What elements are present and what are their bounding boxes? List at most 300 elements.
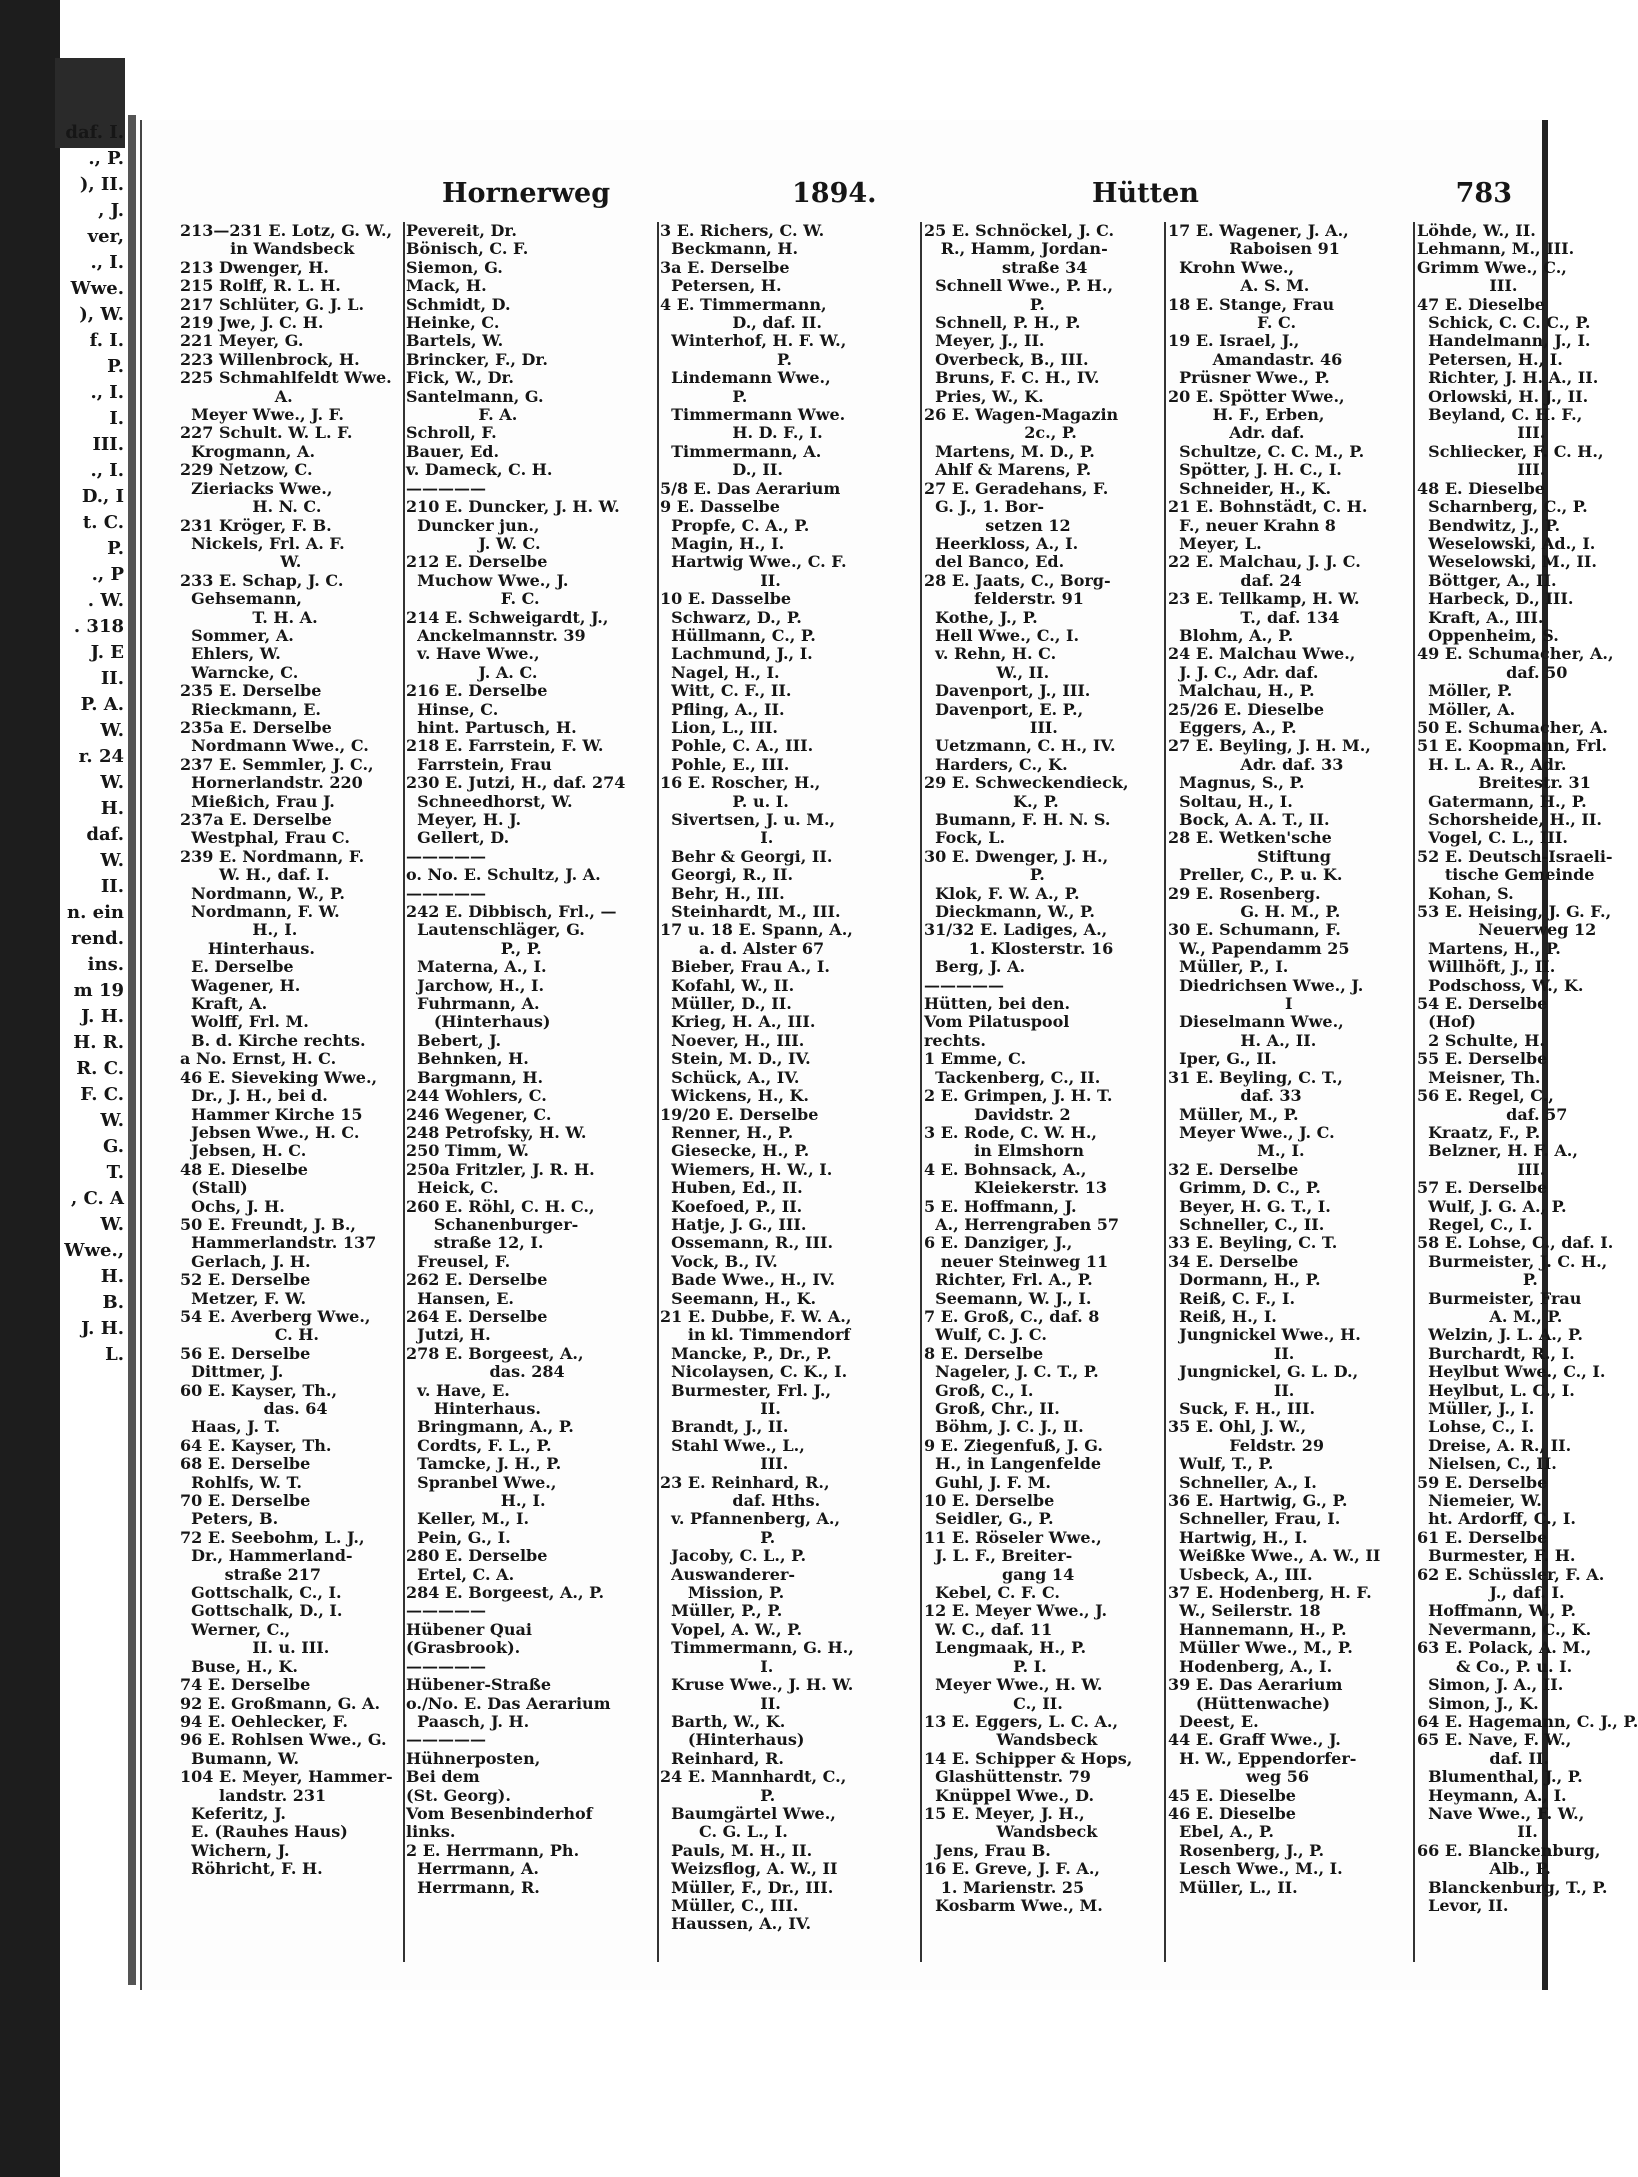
facing-page-text: , C. A — [70, 1188, 124, 1209]
entry-line: Wandsbeck — [924, 1822, 1098, 1842]
entry-line: T., daf. 134 — [1168, 607, 1340, 627]
entry-line: H. L. A. R., Adr. — [1417, 754, 1567, 774]
entry-line: Harbeck, D., III. — [1417, 589, 1574, 609]
entry-line: W. — [180, 552, 302, 572]
entry-line: Ochs, J. H. — [180, 1196, 285, 1216]
facing-page-text: II. — [100, 668, 124, 689]
entry-line: 17 u. 18 E. Spann, A., — [660, 920, 853, 940]
entry-line: H. N. C. — [180, 497, 322, 517]
entry-line: R., Hamm, Jordan- — [924, 239, 1108, 259]
entry-line: 3 E. Richers, C. W. — [660, 221, 825, 240]
entry-line: Fuhrmann, A. — [406, 994, 540, 1014]
entry-line: (Stall) — [180, 1178, 248, 1198]
facing-page-text: F. C. — [80, 1084, 124, 1105]
entry-line: Heylbut, L. C., I. — [1417, 1380, 1575, 1400]
facing-page-text: r. 24 — [78, 746, 124, 767]
entry-line: Heymann, A., I. — [1417, 1785, 1567, 1805]
entry-line: Burmeister, Frau — [1417, 1288, 1582, 1308]
entry-line: Kruse Wwe., J. H. W. — [660, 1675, 854, 1695]
facing-page-text: W. — [100, 772, 124, 793]
entry-line: Mack, H. — [406, 276, 487, 296]
entry-line: 29 E. Schweckendieck, — [924, 773, 1129, 793]
entry-line: Timmermann Wwe. — [660, 405, 846, 425]
entry-line: Wickens, H., K. — [660, 1086, 809, 1106]
entry-line: Nave Wwe., F. W., — [1417, 1803, 1585, 1823]
entry-line: 28 E. Wetken'sche — [1168, 828, 1332, 848]
entry-line: 18 E. Stange, Frau — [1168, 294, 1335, 314]
book-spine — [128, 115, 136, 1985]
facing-page-text: rend. — [71, 928, 124, 949]
entry-line: (Hof) — [1417, 1012, 1476, 1032]
entry-line: Müller, L., II. — [1168, 1877, 1298, 1897]
entry-line: Weselowski, M., II. — [1417, 552, 1597, 572]
entry-line: Freusel, F. — [406, 1251, 511, 1271]
entry-line: Soltau, H., I. — [1168, 791, 1293, 811]
entry-line: 20 E. Spötter Wwe., — [1168, 386, 1345, 406]
entry-line: 230 E. Jutzi, H., daf. 274 — [406, 773, 626, 793]
entry-line: 260 E. Röhl, C. H. C., — [406, 1196, 595, 1216]
entry-line: E. Derselbe — [180, 957, 294, 977]
entry-line: Hübener Quai — [406, 1619, 532, 1639]
entry-line: 215 Rolff, R. L. H. — [180, 276, 341, 296]
entry-line: weg 56 — [1168, 1767, 1309, 1787]
entry-line: 21 E. Dubbe, F. W. A., — [660, 1306, 852, 1326]
entry-line: Zieriacks Wwe., — [180, 478, 333, 498]
entry-line: P. — [660, 1527, 776, 1547]
entry-line: Müller, D., II. — [660, 994, 792, 1014]
entry-line: Auswanderer- — [660, 1564, 796, 1584]
facing-page-text: H. — [100, 1266, 124, 1287]
facing-page-text: H. — [100, 798, 124, 819]
entry-line: Santelmann, G. — [406, 386, 544, 406]
entry-line: 31 E. Beyling, C. T., — [1168, 1067, 1343, 1087]
entry-line: Jacoby, C. L., P. — [660, 1546, 807, 1566]
column-2 — [406, 222, 656, 1962]
entry-line: v. Have, E. — [406, 1380, 510, 1400]
entry-line: Dr., J. H., bei d. — [180, 1086, 328, 1106]
entry-line: Glashüttenstr. 79 — [924, 1767, 1091, 1787]
entry-line: Suck, F. H., III. — [1168, 1399, 1316, 1418]
facing-page-text: III. — [92, 434, 124, 455]
entry-line: Burchardt, R., I. — [1417, 1343, 1575, 1363]
entry-line: 237 E. Semmler, J. C., — [180, 754, 374, 774]
entry-line: 12 E. Meyer Wwe., J. — [924, 1601, 1108, 1621]
entry-line: Richter, Frl. A., P. — [924, 1270, 1093, 1290]
entry-line: Röhricht, F. H. — [180, 1859, 323, 1879]
entry-line: ht. Ardorff, C., I. — [1417, 1509, 1576, 1529]
entry-line: 30 E. Dwenger, J. H., — [924, 846, 1109, 866]
entry-line: landstr. 231 — [180, 1785, 327, 1805]
entry-line: Vopel, A. W., P. — [660, 1619, 803, 1639]
entry-line: Nicolaysen, C. K., I. — [660, 1362, 848, 1382]
entry-line: Wagener, H. — [180, 975, 301, 995]
entry-line: a No. Ernst, H. C. — [180, 1049, 337, 1069]
entry-line: Weizsflog, A. W., II — [660, 1859, 838, 1879]
entry-line: 7 E. Groß, C., daf. 8 — [924, 1306, 1100, 1326]
entry-line: Iper, G., II. — [1168, 1049, 1277, 1069]
entry-line: Westphal, Frau C. — [180, 828, 350, 848]
facing-page-text: W. — [100, 720, 124, 741]
entry-line: A. S. M. — [1168, 276, 1310, 296]
entry-line: Orlowski, H. J., II. — [1417, 386, 1589, 406]
entry-line: Böttger, A., II. — [1417, 570, 1557, 590]
entry-line: Jutzi, H. — [406, 1325, 491, 1345]
entry-line: Hartwig Wwe., C. F. — [660, 552, 847, 572]
entry-line: Keller, M., I. — [406, 1509, 530, 1529]
entry-line: setzen 12 — [924, 515, 1071, 535]
entry-line: Pein, G., I. — [406, 1527, 511, 1547]
entry-line: Harders, C., K. — [924, 754, 1068, 774]
entry-line: del Banco, Ed. — [924, 552, 1065, 572]
entry-line: Adr. daf. — [1168, 423, 1305, 443]
entry-line: Meyer, H. J. — [406, 810, 522, 829]
entry-line: Farrstein, Frau — [406, 754, 552, 774]
facing-page-text: ., P. — [88, 148, 124, 169]
entry-line: Cordts, F. L., P. — [406, 1435, 552, 1455]
entry-line: Reiß, C. F., I. — [1168, 1288, 1296, 1308]
entry-line: Reinhard, R. — [660, 1748, 784, 1768]
entry-line: E. (Rauhes Haus) — [180, 1822, 348, 1842]
entry-line: Gellert, D. — [406, 828, 510, 848]
entry-line: Ebel, A., P. — [1168, 1822, 1274, 1842]
entry-line: Werner, C., — [180, 1619, 291, 1639]
entry-line: Belzner, H. F. A., — [1417, 1141, 1578, 1161]
entry-line: Diedrichsen Wwe., J. — [1168, 975, 1364, 995]
facing-page-text: W. — [100, 1110, 124, 1131]
entry-line: Jungnickel, G. L. D., — [1168, 1362, 1359, 1382]
entry-line: 63 E. Polack, A. M., — [1417, 1638, 1592, 1658]
entry-line: Pohle, E., III. — [660, 754, 790, 774]
entry-line: Jebsen, H. C. — [180, 1141, 307, 1161]
entry-line: 13 E. Eggers, L. C. A., — [924, 1711, 1119, 1731]
entry-line: Pevereit, Dr. — [406, 221, 517, 240]
entry-line: Warncke, C. — [180, 662, 299, 682]
entry-line: 213 Dwenger, H. — [180, 257, 329, 277]
entry-line: Ahlf & Marens, P. — [924, 460, 1092, 480]
entry-line: Bumann, F. H. N. S. — [924, 810, 1111, 829]
entry-line: Wandsbeck — [924, 1730, 1098, 1750]
entry-line: P. I. — [924, 1656, 1047, 1676]
entry-line: Blanckenburg, T., P. — [1417, 1877, 1608, 1897]
entry-line: Vock, B., IV. — [660, 1251, 778, 1271]
entry-line: 4 E. Timmermann, — [660, 294, 827, 314]
entry-line: Gatermann, H., P. — [1417, 791, 1587, 811]
entry-line: Nageler, J. C. T., P. — [924, 1362, 1099, 1382]
facing-page-text: J. H. — [81, 1006, 124, 1027]
entry-line: 44 E. Graff Wwe., J. — [1168, 1730, 1341, 1750]
entry-line: Timmermann, G. H., — [660, 1638, 854, 1658]
entry-line: Muchow Wwe., J. — [406, 570, 569, 590]
entry-line: 218 E. Farrstein, F. W. — [406, 736, 604, 756]
entry-line: Vom Besenbinderhof — [406, 1803, 593, 1823]
entry-line: 10 E. Dasselbe — [660, 589, 792, 609]
entry-line: 16 E. Greve, J. F. A., — [924, 1859, 1100, 1879]
entry-line: hint. Partusch, H. — [406, 717, 577, 737]
entry-line: daf. II. — [1417, 1748, 1549, 1768]
entry-line: felderstr. 91 — [924, 589, 1084, 609]
entry-line: Nordmann, W., P. — [180, 883, 345, 903]
facing-page-text: ), II. — [79, 174, 124, 195]
entry-line: Meyer, L. — [1168, 533, 1262, 553]
facing-page-text: f. I. — [89, 330, 124, 351]
entry-line: I — [1168, 994, 1293, 1014]
entry-line: Jarchow, H., I. — [406, 975, 545, 995]
entry-line: Hübener-Straße — [406, 1675, 552, 1695]
facing-page-text: daf. I. — [65, 122, 124, 143]
column-3 — [660, 222, 918, 1962]
entry-line: Knüppel Wwe., D. — [924, 1785, 1095, 1805]
entry-line: & Co., P. u. I. — [1417, 1656, 1573, 1676]
entry-line: Scharnberg, C., P. — [1417, 497, 1588, 517]
entry-line: Blohm, A., P. — [1168, 625, 1294, 645]
entry-line: Vom Pilatuspool — [924, 1012, 1070, 1032]
entry-line: D., II. — [660, 460, 783, 480]
entry-line: 19/20 E. Derselbe — [660, 1104, 819, 1124]
entry-line: Burmester, Frl. J., — [660, 1380, 832, 1400]
entry-line: 280 E. Derselbe — [406, 1546, 548, 1566]
entry-line: Metzer, F. W. — [180, 1288, 307, 1308]
facing-page-text: T. — [106, 1162, 124, 1183]
entry-line: Peters, B. — [180, 1509, 279, 1529]
entry-line: das. 64 — [180, 1399, 328, 1418]
header-street-right: Hütten — [1092, 178, 1199, 209]
entry-line: Niemeier, W. — [1417, 1491, 1542, 1511]
entry-line: daf. 57 — [1417, 1104, 1568, 1124]
entry-line: K., P. — [924, 791, 1059, 811]
column-4 — [924, 222, 1162, 1962]
entry-line: 39 E. Das Aerarium — [1168, 1675, 1343, 1695]
entry-line: Groß, C., I. — [924, 1380, 1034, 1400]
entry-line: 242 E. Dibbisch, Frl., — — [406, 902, 617, 922]
entry-line: Keferitz, J. — [180, 1803, 286, 1823]
entry-line: Hinterhaus. — [406, 1399, 541, 1418]
entry-line: Pohle, C. A., III. — [660, 736, 814, 756]
entry-line: Müller, M., P. — [1168, 1104, 1299, 1124]
entry-line: Burmester, F. H. — [1417, 1546, 1576, 1566]
entry-line: 2 E. Herrmann, Ph. — [406, 1840, 580, 1860]
entry-line: straße 217 — [180, 1564, 322, 1584]
entry-line: A., Herrengraben 57 — [924, 1214, 1120, 1234]
entry-line: Behr, H., III. — [660, 883, 785, 903]
entry-line: 24 E. Malchau Wwe., — [1168, 644, 1356, 664]
entry-line: 19 E. Israel, J., — [1168, 331, 1300, 351]
entry-line: Bendwitz, J., P. — [1417, 515, 1561, 535]
entry-line: 15 E. Meyer, J. H., — [924, 1803, 1085, 1823]
entry-line: 49 E. Schumacher, A., — [1417, 644, 1614, 664]
entry-line: Hell Wwe., C., I. — [924, 625, 1080, 645]
entry-line: Davenport, J., III. — [924, 681, 1091, 701]
entry-line: 9 E. Dasselbe — [660, 497, 780, 517]
entry-line: C. G. L., I. — [660, 1822, 788, 1842]
entry-line: Jens, Frau B. — [924, 1840, 1051, 1860]
entry-line: Hodenberg, A., I. — [1168, 1656, 1333, 1676]
entry-line: Bartels, W. — [406, 331, 504, 351]
entry-line: Kosbarm Wwe., M. — [924, 1895, 1103, 1915]
running-header — [142, 178, 1542, 218]
entry-line: 24 E. Mannhardt, C., — [660, 1767, 847, 1787]
entry-line: 278 E. Borgeest, A., — [406, 1343, 584, 1363]
entry-line: P. — [660, 386, 748, 406]
entry-line: 61 E. Derselbe — [1417, 1527, 1548, 1547]
entry-line: 64 E. Kayser, Th. — [180, 1435, 332, 1455]
entry-line: 35 E. Ohl, J. W., — [1168, 1417, 1307, 1437]
entry-line: Herrmann, A. — [406, 1859, 539, 1879]
entry-line: Mießich, Frau J. — [180, 791, 335, 811]
entry-line: Bruns, F. C. H., IV. — [924, 368, 1100, 388]
facing-page-text: B. — [102, 1292, 124, 1313]
entry-line: Barth, W., K. — [660, 1711, 786, 1731]
entry-line: Ehlers, W. — [180, 644, 281, 664]
entry-line: Seidler, G., P. — [924, 1509, 1054, 1529]
entry-line: Kraft, A., III. — [1417, 607, 1544, 627]
entry-line: 59 E. Derselbe — [1417, 1472, 1548, 1492]
entry-line: W. H., daf. I. — [180, 865, 330, 885]
facing-page-text: II. — [100, 876, 124, 897]
facing-page-text: H. R. — [73, 1032, 124, 1053]
entry-line: Simon, J., K. — [1417, 1693, 1539, 1713]
entry-line: Hoffmann, W., P. — [1417, 1601, 1576, 1621]
entry-line: Regel, C., I. — [1417, 1214, 1533, 1234]
entry-line: Spranbel Wwe., — [406, 1472, 557, 1492]
entry-line: 66 E. Blanckenburg, — [1417, 1840, 1601, 1860]
facing-page-text: ver, — [87, 226, 124, 247]
entry-line: Baumgärtel Wwe., — [660, 1803, 836, 1823]
entry-line: Heerkloss, A., I. — [924, 533, 1079, 553]
entry-line: Rohlfs, W. T. — [180, 1472, 302, 1492]
entry-line: Magnus, S., P. — [1168, 773, 1305, 793]
entry-line: 219 Jwe, J. C. H. — [180, 313, 324, 333]
facing-page-text: D., I — [81, 486, 124, 507]
entry-line: 51 E. Koopmann, Frl. — [1417, 736, 1608, 756]
entry-line: a. d. Alster 67 — [660, 938, 825, 958]
facing-page-text: P. — [107, 356, 124, 377]
entry-line: III. — [1417, 276, 1518, 296]
entry-line: Weselowski, Ad., I. — [1417, 533, 1596, 553]
entry-line: J. A. C. — [406, 662, 538, 682]
entry-line: 1 Emme, C. — [924, 1049, 1027, 1069]
entry-line: Bringmann, A., P. — [406, 1417, 574, 1437]
entry-line: Ossemann, R., III. — [660, 1233, 834, 1253]
entry-line: 94 E. Oehlecker, F. — [180, 1711, 348, 1731]
column-1 — [180, 222, 402, 1962]
facing-page-text: , J. — [98, 200, 124, 221]
entry-line: Fock, L. — [924, 828, 1006, 848]
entry-line: Bieber, Frau A., I. — [660, 957, 830, 977]
entry-line: Rosenberg, J., P. — [1168, 1840, 1325, 1860]
entry-line: III. — [660, 1454, 789, 1474]
entry-line: III. — [1417, 423, 1546, 443]
facing-page-fragment — [0, 120, 128, 2010]
column-divider — [657, 222, 659, 1962]
entry-line: Lohse, C., I. — [1417, 1417, 1535, 1437]
entry-line: 30 E. Schumann, F. — [1168, 920, 1341, 940]
entry-line: 22 E. Malchau, J. J. C. — [1168, 552, 1361, 572]
entry-line: Wiemers, H. W., I. — [660, 1159, 833, 1179]
entry-line: 47 E. Dieselbe — [1417, 294, 1545, 314]
entry-line: Pauls, M. H., II. — [660, 1840, 813, 1860]
entry-line: 34 E. Derselbe — [1168, 1251, 1299, 1271]
entry-line: Rieckmann, E. — [180, 699, 321, 719]
entry-line: Pfling, A., II. — [660, 699, 785, 719]
entry-line: 70 E. Derselbe — [180, 1491, 311, 1511]
entry-line: Schneedhorst, W. — [406, 791, 573, 811]
entry-line: Müller, P., I. — [1168, 957, 1289, 977]
entry-line: Welzin, J. L. A., P. — [1417, 1325, 1583, 1345]
entry-line: Beckmann, H. — [660, 239, 799, 259]
entry-line: Heylbut Wwe., C., I. — [1417, 1362, 1606, 1382]
entry-line: Duncker jun., — [406, 515, 540, 535]
entry-line: 57 E. Derselbe — [1417, 1178, 1548, 1198]
entry-line: III. — [1417, 460, 1546, 480]
entry-line: 45 E. Dieselbe — [1168, 1785, 1296, 1805]
entry-line: Sommer, A. — [180, 625, 294, 645]
facing-page-text: t. C. — [82, 512, 124, 533]
entry-line: Weißke Wwe., A. W., II — [1168, 1546, 1381, 1566]
entry-line: Dreise, A. R., II. — [1417, 1435, 1572, 1455]
entry-line: 1. Klosterstr. 16 — [924, 938, 1114, 958]
entry-line: II. — [1417, 1822, 1538, 1842]
entry-line: (Grasbrook). — [406, 1638, 521, 1658]
entry-line: 48 E. Dieselbe — [180, 1159, 308, 1179]
entry-line: Witt, C. F., II. — [660, 681, 792, 701]
entry-line: Krohn Wwe., — [1168, 257, 1295, 277]
entry-line: Dieselmann Wwe., — [1168, 1012, 1344, 1032]
entry-line: H. A., II. — [1168, 1030, 1317, 1050]
entry-line: Schick, C. C. C., P. — [1417, 313, 1591, 333]
entry-line: 246 Wegener, C. — [406, 1104, 552, 1124]
entry-line: Schneller, Frau, I. — [1168, 1509, 1341, 1529]
entry-line: Ertel, C. A. — [406, 1564, 515, 1584]
entry-line: Propfe, C. A., P. — [660, 515, 810, 535]
entry-line: daf. 24 — [1168, 570, 1302, 590]
entry-line: Hatje, J. G., III. — [660, 1214, 807, 1234]
entry-line: 46 E. Sieveking Wwe., — [180, 1067, 378, 1087]
entry-line: 16 E. Roscher, H., — [660, 773, 821, 793]
entry-line: Haas, J. T. — [180, 1417, 281, 1437]
entry-line: Kothe, J., P. — [924, 607, 1038, 627]
entry-line: Nielsen, C., II. — [1417, 1454, 1557, 1474]
entry-line: Deest, E. — [1168, 1711, 1259, 1731]
entry-line: Wulf, C. J. C. — [924, 1325, 1047, 1345]
entry-line: D., daf. II. — [660, 313, 822, 333]
entry-line: 72 E. Seebohm, L. J., — [180, 1527, 365, 1547]
entry-line: A. — [180, 386, 293, 406]
entry-line: Giesecke, H., P. — [660, 1141, 810, 1161]
column-divider — [920, 222, 922, 1962]
entry-line: 6 E. Danziger, J., — [924, 1233, 1073, 1253]
entry-line: Georgi, R., II. — [660, 865, 794, 885]
entry-line: Materna, A., I. — [406, 957, 547, 977]
entry-line: 32 E. Derselbe — [1168, 1159, 1299, 1179]
facing-page-text: G. — [103, 1136, 124, 1157]
entry-line: Anckelmannstr. 39 — [406, 625, 586, 645]
entry-line: II. — [660, 570, 781, 590]
entry-line: 2 Schulte, H. — [1417, 1030, 1545, 1050]
entry-line: (Hinterhaus) — [660, 1730, 805, 1750]
entry-line: 56 E. Derselbe — [180, 1343, 311, 1363]
column-6 — [1417, 221, 1638, 1962]
entry-line: Bumann, W. — [180, 1748, 300, 1768]
entry-line: T. H. A. — [180, 607, 318, 627]
entry-line: 210 E. Duncker, J. H. W. — [406, 497, 620, 517]
entry-line: Lion, L., III. — [660, 717, 778, 737]
entry-line: 50 E. Schumacher, A. — [1417, 717, 1608, 737]
entry-line: Krogmann, A. — [180, 441, 316, 461]
entry-line: W., Seilerstr. 18 — [1168, 1601, 1321, 1621]
entry-line: Davidstr. 2 — [924, 1104, 1071, 1124]
entry-line: Müller Wwe., M., P. — [1168, 1638, 1353, 1658]
entry-line: P., P. — [406, 938, 542, 958]
